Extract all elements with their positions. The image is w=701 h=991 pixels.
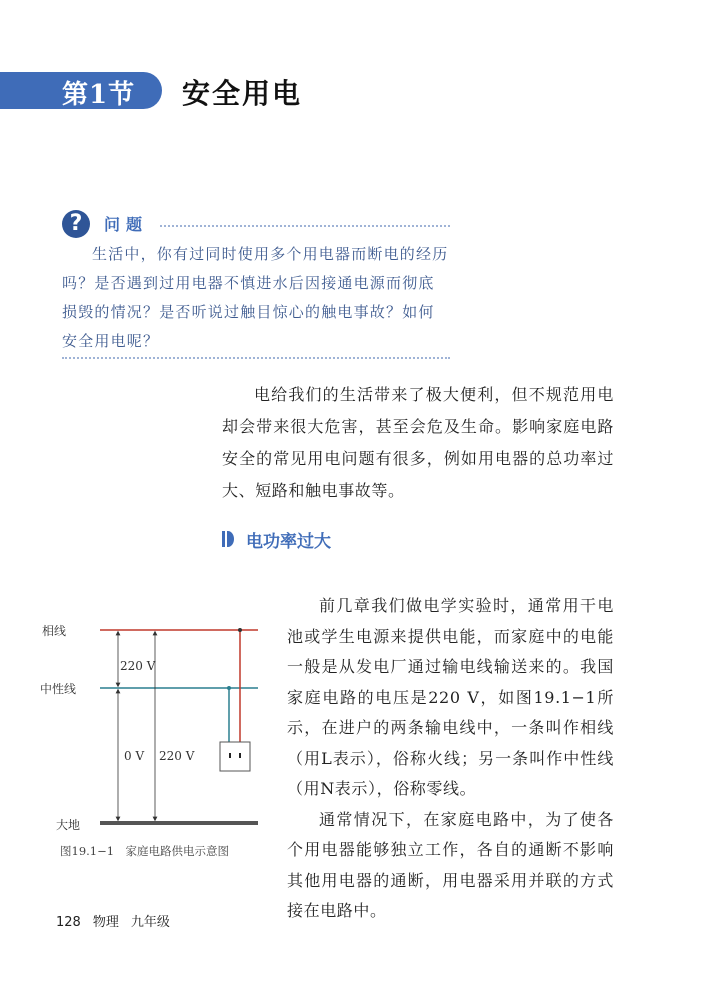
voltage-label: 220 V xyxy=(120,659,156,673)
figure-caption: 图19.1−1 家庭电路供电示意图 xyxy=(60,844,230,858)
divider xyxy=(160,225,450,227)
divider xyxy=(62,357,450,359)
intro-paragraph xyxy=(222,379,614,507)
paragraph: 通常情况下，在家庭电路中，为了使各个用电器能够独立工作，各自的通断不影响其他用电器的通断，用电器采用并联的方式接在电路中。 xyxy=(287,809,614,920)
intro-text: 电给我们的生活带来了极大便利，但不规范用电却会带来很大危害，甚至会危及生命。影响家庭电路安全的常见用电问题有很多，例如用电器的总功率过大、短路和触电事故等。 xyxy=(222,385,614,500)
page-number: 128 xyxy=(56,915,81,930)
subsection-marker-icon xyxy=(222,531,234,547)
live-wire-label: 相线 xyxy=(42,624,67,638)
question-label: 问题 xyxy=(104,215,149,234)
paragraph: 前几章我们做电学实验时，通常用干电池或学生电源来提供电能，而家庭中的电能一般是从发电厂通过输电线输送来的。我国家庭电路的电压是220 V，如图19.1−1所示，在进户的两条输电线中，一条叫作相线（用L表示），俗称火线；另一条叫作中性线（用N表示），俗称零线。 xyxy=(287,596,614,798)
socket-icon xyxy=(220,742,250,771)
subsection-title: 电功率过大 xyxy=(246,532,331,552)
neutral-wire-label: 中性线 xyxy=(40,682,77,696)
page-footer xyxy=(56,911,182,930)
section-number: 第1节 xyxy=(62,80,136,110)
subject: 物理 xyxy=(92,915,119,930)
question-text: 生活中，你有过同时使用多个用电器而断电的经历吗？是否遇到过用电器不慎进水后因接通电源而彻底损毁的情况？是否听说过触目惊心的触电事故？如何安全用电呢？ xyxy=(62,245,449,350)
voltage-label: 220 V xyxy=(159,749,195,763)
circuit-diagram xyxy=(40,615,270,875)
ground-label: 大地 xyxy=(56,818,81,832)
voltage-label: 0 V xyxy=(124,749,145,763)
page-title: 安全用电 xyxy=(182,77,303,110)
grade: 九年级 xyxy=(130,915,170,930)
ground-bar xyxy=(100,821,258,825)
question-mark-icon: ? xyxy=(62,210,90,238)
body-text xyxy=(287,591,614,927)
